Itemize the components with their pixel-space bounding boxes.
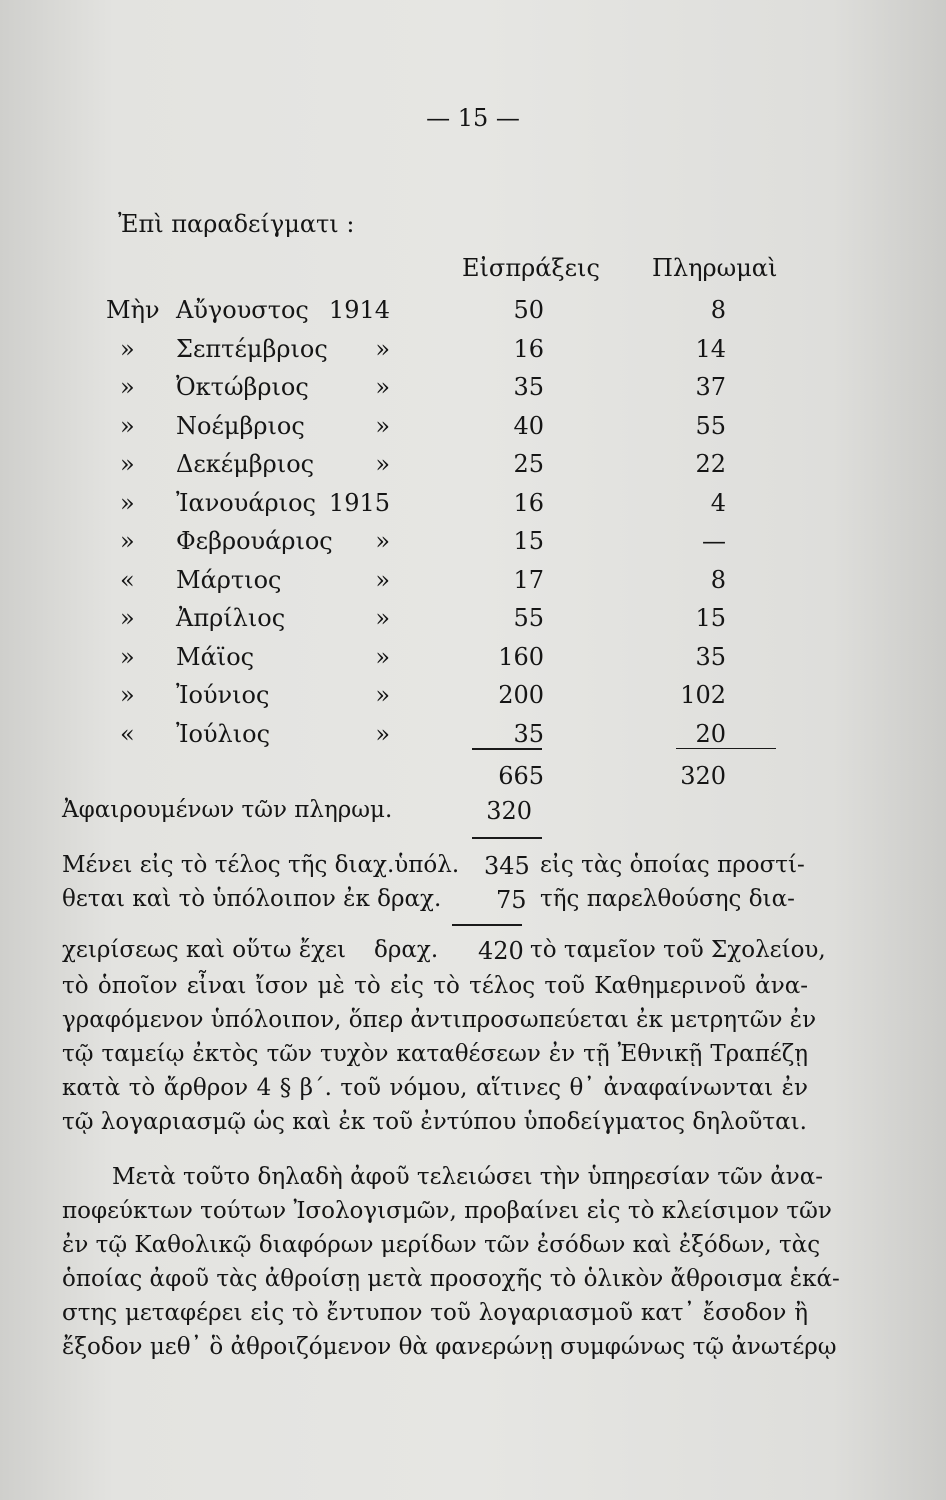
paragraph1-line4: τὸ ὁποῖον εἶναι ἴσον μὲ τὸ εἰς τὸ τέλος τοῦ Καθημερινοῦ ἀνα- bbox=[62, 973, 808, 999]
row-month: Ἰούνιος bbox=[176, 681, 270, 709]
row-month: Νοέμβριος bbox=[176, 412, 305, 440]
row-receipts: 200 bbox=[498, 681, 544, 709]
paragraph1-line5: γραφόμενον ὑπόλοιπον, ὅπερ ἀντιπροσωπεύεται ἐκ μετρητῶν ἐν bbox=[62, 1007, 817, 1033]
row-mark: Μὴν bbox=[106, 296, 160, 324]
row-receipts: 17 bbox=[513, 566, 544, 594]
row-receipts: 35 bbox=[513, 373, 544, 401]
row-payments: 102 bbox=[680, 681, 726, 709]
row-receipts: 25 bbox=[513, 450, 544, 478]
row-month: Μάρτιος bbox=[176, 566, 282, 594]
row-receipts: 15 bbox=[513, 527, 544, 555]
paragraph2-line2: ποφεύκτων τούτων Ἰσολογισμῶν, προβαίνει εἰς τὸ κλείσιμον τῶν bbox=[62, 1198, 832, 1224]
paragraph2-line3: ἐν τῷ Καθολικῷ διαφόρων μερίδων τῶν ἐσόδων καὶ ἐξόδων, τὰς bbox=[62, 1232, 821, 1258]
row-year: » bbox=[375, 412, 390, 440]
row-receipts: 16 bbox=[513, 489, 544, 517]
page-number: — 15 — bbox=[426, 104, 520, 132]
paragraph2-line6: ἔξοδον μεθ᾽ ὃ ἀθροιζόμενον θὰ φανερώνῃ συμφώνως τῷ ἀνωτέρῳ bbox=[62, 1334, 837, 1360]
row-mark: » bbox=[120, 450, 135, 478]
paragraph2-line1: Μετὰ τοῦτο δηλαδὴ ἀφοῦ τελειώσει τὴν ὑπηρεσίαν τῶν ἀνα- bbox=[112, 1164, 824, 1190]
remainder-text: εἰς τὰς ὁποίας προστί- bbox=[540, 852, 805, 878]
previous-balance-value: 75 bbox=[496, 886, 527, 914]
paragraph2-line5: στης μεταφέρει εἰς τὸ ἔντυπον τοῦ λογαριασμοῦ κατ᾽ ἔσοδον ἢ bbox=[62, 1300, 808, 1326]
row-payments: 55 bbox=[695, 412, 726, 440]
row-mark: « bbox=[120, 720, 135, 748]
cash-total-rule bbox=[452, 924, 522, 926]
subtract-payments-value: 320 bbox=[486, 797, 532, 825]
row-mark: » bbox=[120, 681, 135, 709]
row-year: 1915 bbox=[328, 489, 390, 517]
payments-sum-rule bbox=[676, 748, 776, 749]
row-month: Ὀκτώβριος bbox=[176, 373, 309, 401]
row-mark: » bbox=[120, 527, 135, 555]
subtract-payments-label: Ἀφαιρουμένων τῶν πληρωμ. bbox=[62, 797, 393, 823]
row-receipts: 50 bbox=[513, 296, 544, 324]
row-year: » bbox=[375, 604, 390, 632]
row-year: 1914 bbox=[328, 296, 390, 324]
row-payments: — bbox=[702, 527, 726, 555]
row-month: Μάϊος bbox=[176, 643, 255, 671]
row-receipts: 40 bbox=[513, 412, 544, 440]
row-payments: 20 bbox=[695, 720, 726, 748]
row-receipts: 55 bbox=[513, 604, 544, 632]
remainder-value: 345 bbox=[484, 852, 530, 880]
receipts-sum-rule bbox=[472, 748, 542, 750]
cash-total-label: χειρίσεως καὶ οὕτω ἔχει bbox=[62, 937, 347, 963]
row-mark: » bbox=[120, 604, 135, 632]
row-payments: 14 bbox=[695, 335, 726, 363]
row-mark: » bbox=[120, 643, 135, 671]
cash-total-text: τὸ ταμεῖον τοῦ Σχολείου, bbox=[530, 937, 826, 963]
previous-balance-text: τῆς παρελθούσης δια- bbox=[540, 886, 795, 912]
row-year: » bbox=[375, 450, 390, 478]
row-month: Δεκέμβριος bbox=[176, 450, 315, 478]
row-mark: » bbox=[120, 335, 135, 363]
row-mark: » bbox=[120, 412, 135, 440]
row-year: » bbox=[375, 566, 390, 594]
row-mark: « bbox=[120, 566, 135, 594]
row-month: Σεπτέμβριος bbox=[176, 335, 328, 363]
row-mark: » bbox=[120, 373, 135, 401]
remainder-rule bbox=[472, 837, 542, 839]
row-month: Ἰανουάριος bbox=[176, 489, 316, 517]
paragraph1-line7: κατὰ τὸ ἄρθρον 4 § β΄. τοῦ νόμου, αἵτινες θ᾽ ἀναφαίνωνται ἐν bbox=[62, 1075, 808, 1101]
row-payments: 35 bbox=[695, 643, 726, 671]
previous-balance-label: θεται καὶ τὸ ὑπόλοιπον ἐκ δραχ. bbox=[62, 886, 442, 912]
row-payments: 4 bbox=[710, 489, 726, 517]
cash-total-unit: δραχ. bbox=[374, 937, 439, 963]
total-payments: 320 bbox=[680, 762, 726, 790]
row-year: » bbox=[375, 527, 390, 555]
row-mark: » bbox=[120, 489, 135, 517]
row-payments: 15 bbox=[695, 604, 726, 632]
row-year: » bbox=[375, 720, 390, 748]
row-year: » bbox=[375, 373, 390, 401]
row-year: » bbox=[375, 335, 390, 363]
row-payments: 22 bbox=[695, 450, 726, 478]
remainder-label: Μένει εἰς τὸ τέλος τῆς διαχ.ὑπόλ. bbox=[62, 852, 460, 878]
row-month: Ἰούλιος bbox=[176, 720, 271, 748]
row-month: Αὔγουστος bbox=[176, 296, 309, 324]
row-receipts: 16 bbox=[513, 335, 544, 363]
row-payments: 37 bbox=[695, 373, 726, 401]
paragraph1-line6: τῷ ταμείῳ ἐκτὸς τῶν τυχὸν καταθέσεων ἐν τῇ Ἐθνικῇ Τραπέζῃ bbox=[62, 1041, 808, 1067]
cash-total-value: 420 bbox=[478, 937, 524, 965]
paragraph1-line8: τῷ λογαριασμῷ ὡς καὶ ἐκ τοῦ ἐντύπου ὑποδείγματος δηλοῦται. bbox=[62, 1109, 807, 1135]
column-header-receipts: Εἰσπράξεις bbox=[462, 254, 600, 282]
row-year: » bbox=[375, 643, 390, 671]
total-receipts: 665 bbox=[498, 762, 544, 790]
intro-heading: Ἐπὶ παραδείγματι : bbox=[118, 210, 355, 238]
row-receipts: 35 bbox=[513, 720, 544, 748]
paragraph2-line4: ὁποίας ἀφοῦ τὰς ἀθροίσῃ μετὰ προσοχῆς τὸ ὁλικὸν ἄθροισμα ἑκά- bbox=[62, 1266, 840, 1292]
row-payments: 8 bbox=[710, 296, 726, 324]
row-year: » bbox=[375, 681, 390, 709]
row-receipts: 160 bbox=[498, 643, 544, 671]
row-month: Ἀπρίλιος bbox=[176, 604, 286, 632]
column-header-payments: Πληρωμαὶ bbox=[652, 254, 778, 282]
row-month: Φεβρουάριος bbox=[176, 527, 333, 555]
row-payments: 8 bbox=[710, 566, 726, 594]
